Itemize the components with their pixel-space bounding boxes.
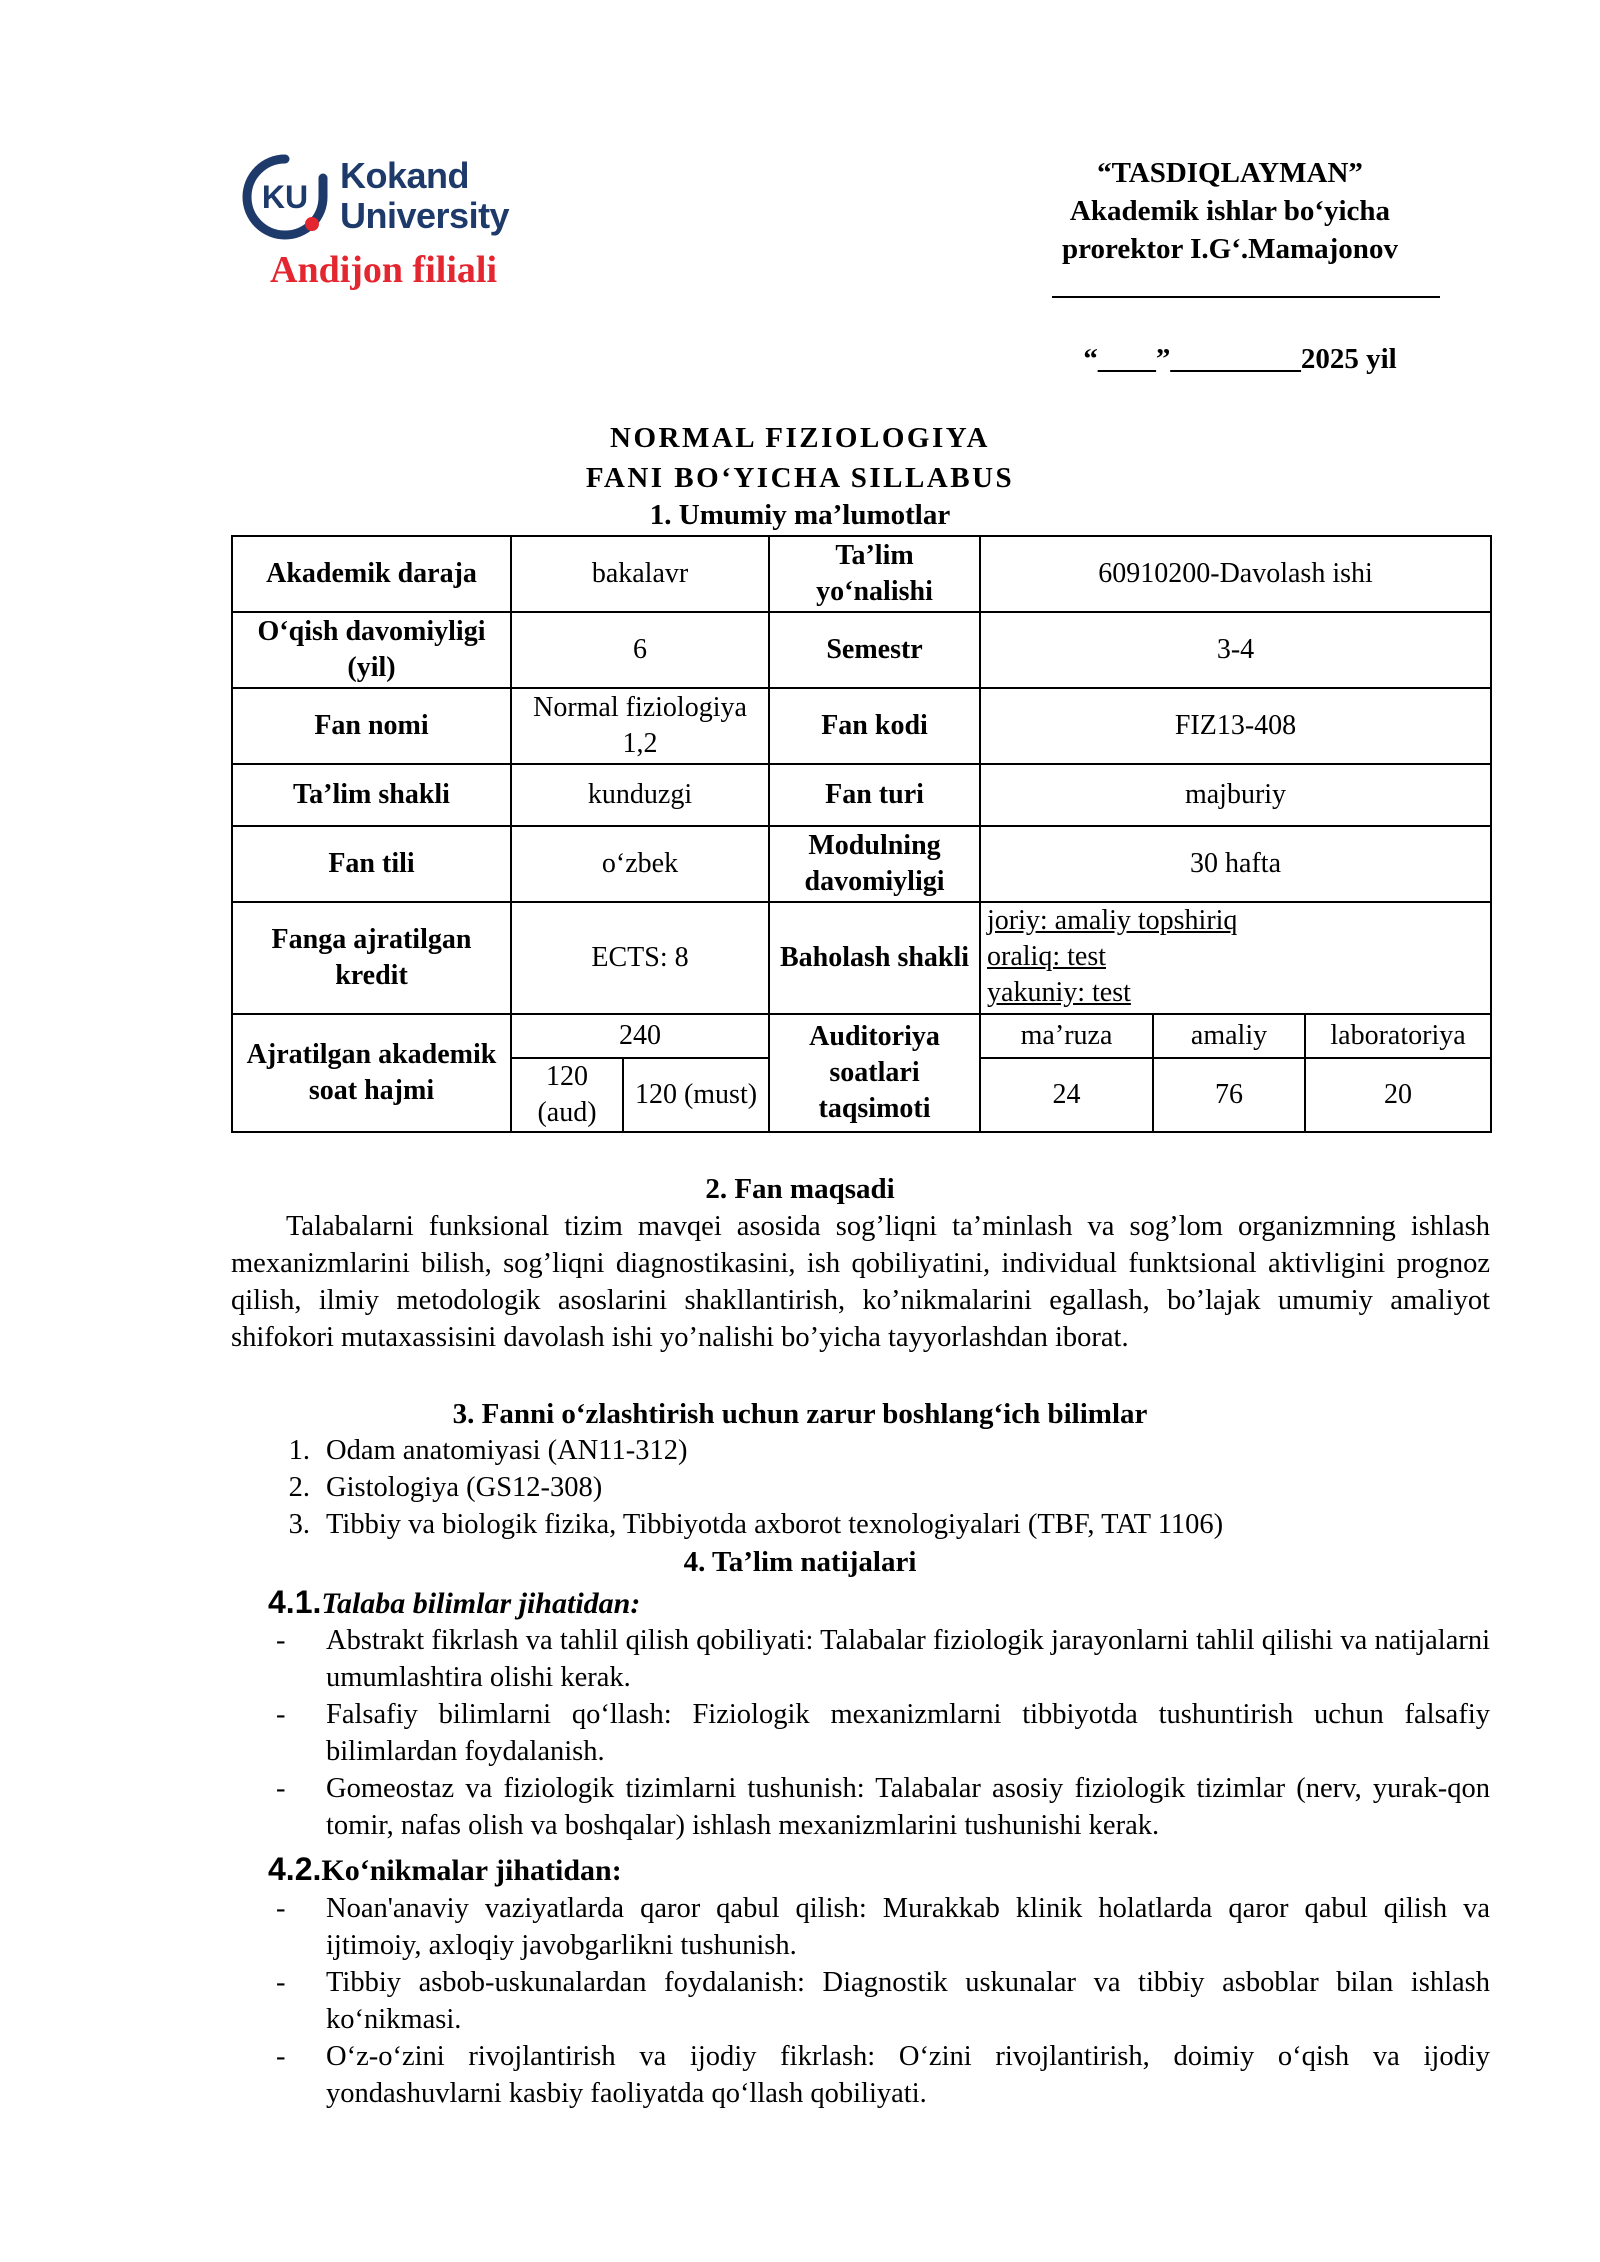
signature-line bbox=[1052, 296, 1440, 298]
table-cell: Fan tili bbox=[232, 826, 511, 902]
list-item-text: Gistologiya (GS12-308) bbox=[326, 1472, 603, 1503]
university-logo bbox=[240, 152, 580, 302]
list-item-text: Tibbiy va biologik fizika, Tibbiyotda axborot texnologiyalari (TBF, TAT 1106) bbox=[326, 1509, 1224, 1540]
approval-block bbox=[1040, 154, 1420, 268]
approval-date: “____”_________2025 yil bbox=[1083, 343, 1397, 375]
table-cell: Ajratilgan akademik soat hajmi bbox=[232, 1014, 511, 1132]
table-cell: 3-4 bbox=[980, 612, 1491, 688]
goal-paragraph: Talabalarni funksional tizim mavqei asosida sog’liqni ta’minlash va sog’lom organizmning ishlash mexanizmlarini bilish, sog’liqni diagnostikasini, ish qobiliyatini, individual funktsional aktivligini prognoz qilish, ilmiy metodologik asoslarini shakllantirish, ko’nikmalarini egallash, bo’lajak umumiy amaliyot shifokori mutaxassisini davolash ishi yo’nalishi bo’yicha tayyorlashdan iborat. bbox=[231, 1211, 1490, 1353]
bullet-dash: - bbox=[276, 1625, 286, 1656]
table-cell: o‘zbek bbox=[511, 826, 769, 902]
list-item-text: Tibbiy asbob-uskunalardan foydalanish: Diagnostik uskunalar va tibbiy asboblar bilan ishlash ko‘nikmasi. bbox=[326, 1967, 1490, 2035]
logo-mark-text: KU bbox=[261, 179, 309, 215]
table-cell: majburiy bbox=[980, 764, 1491, 826]
branch-name: Andijon filiali bbox=[270, 249, 497, 291]
list-item-text: Abstrakt fikrlash va tahlil qilish qobiliyati: Talabalar fiziologik jarayonlarni tahlil qilishi va natijalarni umumlashtira olishi kerak. bbox=[326, 1625, 1490, 1693]
table-cell: amaliy bbox=[1153, 1014, 1305, 1058]
list-item bbox=[231, 2038, 1490, 2112]
subsection-title: Talaba bilimlar jihatidan: bbox=[321, 1587, 641, 1620]
table-cell: ECTS: 8 bbox=[511, 902, 769, 1014]
assessment-item: joriy: amaliy topshiriq bbox=[987, 905, 1238, 936]
document-subtitle: FANI BO‘YICHA SILLABUS bbox=[585, 462, 1015, 494]
table-cell: FIZ13-408 bbox=[980, 688, 1491, 764]
table-row bbox=[232, 688, 1491, 764]
table-cell: 20 bbox=[1305, 1058, 1491, 1132]
table-cell: Modulning davomiyligi bbox=[769, 826, 980, 902]
list-item-text: Noan'anaviy vaziyatlarda qaror qabul qilish: Murakkab klinik holatlarda qaror qabul qilish va ijtimoiy, axloqiy javobgarlikni tushunish. bbox=[326, 1893, 1490, 1961]
table-cell: laboratoriya bbox=[1305, 1014, 1491, 1058]
list-number: 3. bbox=[288, 1509, 310, 1540]
list-item-text: Odam anatomiyasi (AN11-312) bbox=[326, 1435, 688, 1466]
section-1-heading: 1. Umumiy ma’lumotlar bbox=[649, 499, 951, 531]
table-cell: kunduzgi bbox=[511, 764, 769, 826]
list-item-text: O‘z-o‘zini rivojlantirish va ijodiy fikrlash: O‘zini rivojlantirish, doimiy o‘qish va ijodiy yondashuvlarni kasbiy faoliyatda qo‘llash qobiliyati. bbox=[326, 2041, 1490, 2109]
table-row bbox=[232, 1014, 1491, 1058]
subsection-4-1-heading bbox=[268, 1583, 640, 1623]
logo-word-kokand: Kokand bbox=[340, 155, 470, 196]
table-row bbox=[232, 826, 1491, 902]
table-cell: Fanga ajratilgan kredit bbox=[232, 902, 511, 1014]
knowledge-list bbox=[231, 1622, 1490, 1844]
table-cell: 120 (aud) bbox=[511, 1058, 623, 1132]
table-cell: 60910200-Davolash ishi bbox=[980, 536, 1491, 612]
table-cell: O‘qish davomiyligi (yil) bbox=[232, 612, 511, 688]
document-title: NORMAL FIZIOLOGIYA bbox=[610, 422, 990, 454]
prerequisites-list bbox=[231, 1432, 1490, 1543]
assessment-cell bbox=[980, 902, 1491, 1014]
list-item bbox=[231, 1696, 1490, 1770]
table-row bbox=[232, 536, 1491, 612]
section-2-heading: 2. Fan maqsadi bbox=[705, 1173, 895, 1205]
assessment-item: oraliq: test bbox=[987, 941, 1106, 972]
logo-word-university: University bbox=[340, 195, 510, 236]
section-3-heading: 3. Fanni o‘zlashtirish uchun zarur boshlang‘ich bilimlar bbox=[452, 1398, 1148, 1430]
ku-logo-icon bbox=[242, 154, 328, 240]
list-item bbox=[231, 1964, 1490, 2038]
subsection-number: 4.1. bbox=[268, 1584, 322, 1620]
skills-list bbox=[231, 1890, 1490, 2112]
list-item bbox=[231, 1469, 1490, 1506]
table-cell: Fan kodi bbox=[769, 688, 980, 764]
table-cell: 120 (must) bbox=[623, 1058, 769, 1132]
subsection-title: Ko‘nikmalar jihatidan: bbox=[321, 1854, 622, 1887]
list-number: 2. bbox=[288, 1472, 310, 1503]
approval-line: prorektor I.G‘.Mamajonov bbox=[1062, 233, 1398, 265]
list-item bbox=[231, 1432, 1490, 1469]
table-cell: 30 hafta bbox=[980, 826, 1491, 902]
table-cell: Fan nomi bbox=[232, 688, 511, 764]
table-cell: 24 bbox=[980, 1058, 1153, 1132]
assessment-item: yakuniy: test bbox=[987, 977, 1131, 1008]
table-cell: Semestr bbox=[769, 612, 980, 688]
table-cell: Ta’lim yo‘nalishi bbox=[769, 536, 980, 612]
list-number: 1. bbox=[288, 1435, 310, 1466]
bullet-dash: - bbox=[276, 1893, 286, 1924]
table-row bbox=[232, 902, 1491, 1014]
list-item bbox=[231, 1770, 1490, 1844]
general-info-table bbox=[231, 535, 1492, 1133]
subsection-number: 4.2. bbox=[268, 1851, 322, 1887]
list-item-text: Gomeostaz va fiziologik tizimlarni tushunish: Talabalar asosiy fiziologik tizimlar (nerv, yurak-qon tomir, nafas olish va boshqalar) ishlash mexanizmlarini tushunishi kerak. bbox=[326, 1773, 1490, 1841]
bullet-dash: - bbox=[276, 1773, 286, 1804]
table-row bbox=[232, 612, 1491, 688]
table-cell: Auditoriya soatlari taqsimoti bbox=[769, 1014, 980, 1132]
bullet-dash: - bbox=[276, 2041, 286, 2072]
table-cell: 6 bbox=[511, 612, 769, 688]
table-cell: Baholash shakli bbox=[769, 902, 980, 1014]
table-cell: Ta’lim shakli bbox=[232, 764, 511, 826]
table-cell: 240 bbox=[511, 1014, 769, 1058]
table-cell: 76 bbox=[1153, 1058, 1305, 1132]
table-cell: bakalavr bbox=[511, 536, 769, 612]
list-item bbox=[231, 1506, 1490, 1543]
approval-line: “TASDIQLAYMAN” bbox=[1097, 157, 1363, 189]
approval-line: Akademik ishlar bo‘yicha bbox=[1069, 195, 1391, 227]
table-cell: Normal fiziologiya 1,2 bbox=[511, 688, 769, 764]
table-row bbox=[232, 764, 1491, 826]
subsection-4-2-heading bbox=[268, 1850, 622, 1890]
table-cell: Fan turi bbox=[769, 764, 980, 826]
table-cell: Akademik daraja bbox=[232, 536, 511, 612]
section-4-heading: 4. Ta’lim natijalari bbox=[683, 1546, 917, 1578]
bullet-dash: - bbox=[276, 1699, 286, 1730]
list-item bbox=[231, 1890, 1490, 1964]
bullet-dash: - bbox=[276, 1967, 286, 1998]
table-cell: ma’ruza bbox=[980, 1014, 1153, 1058]
list-item-text: Falsafiy bilimlarni qo‘llash: Fiziologik mexanizmlarni tibbiyotda tushuntirish uchun falsafiy bilimlardan foydalanish. bbox=[326, 1699, 1490, 1767]
list-item bbox=[231, 1622, 1490, 1696]
